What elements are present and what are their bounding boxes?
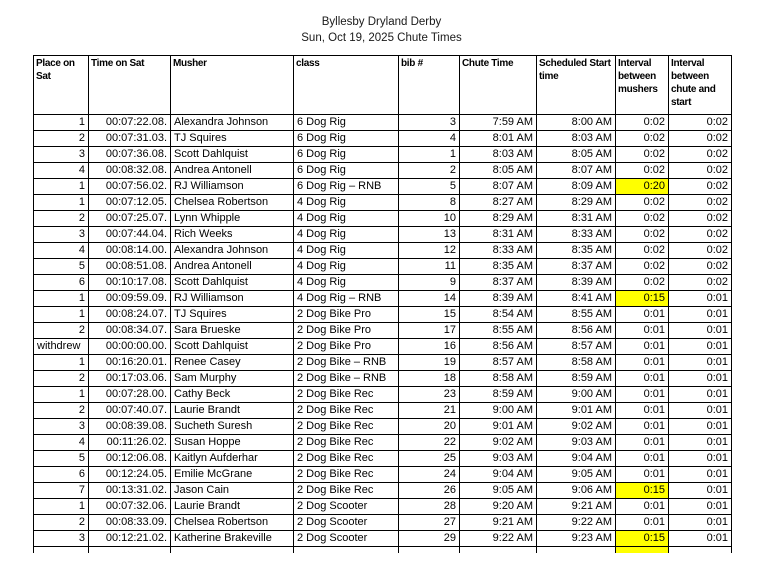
cell-interval-chute-start: 0:01: [669, 291, 732, 307]
cell-interval-mushers: 0:01: [616, 435, 669, 451]
cell-interval-mushers: 0:01: [616, 371, 669, 387]
cell-interval-chute-start: 0:02: [669, 259, 732, 275]
table-row: [34, 259, 732, 275]
cell-bib: 2: [399, 163, 460, 179]
cell-chute-time: 8:57 AM: [460, 355, 537, 371]
cell-bib: 27: [399, 515, 460, 531]
cell-bib: 26: [399, 483, 460, 499]
cell-musher: Jason Cain: [171, 483, 294, 499]
cell-place: 2: [34, 371, 89, 387]
doc-subtitle: Sun, Oct 19, 2025 Chute Times: [301, 32, 462, 44]
cell-musher: Chelsea Robertson: [171, 195, 294, 211]
cell-empty: [294, 547, 399, 554]
cell-interval-chute-start: 0:02: [669, 211, 732, 227]
cell-class: 4 Dog Rig – RNB: [294, 291, 399, 307]
table-row: [34, 275, 732, 291]
cell-chute-time: 9:05 AM: [460, 483, 537, 499]
cell-scheduled-start: 8:37 AM: [537, 259, 616, 275]
cell-interval-mushers: 0:20: [616, 179, 669, 195]
table-row: [34, 419, 732, 435]
cell-scheduled-start: 8:05 AM: [537, 147, 616, 163]
cell-chute-time: 8:31 AM: [460, 227, 537, 243]
doc-title: Byllesby Dryland Derby: [321, 16, 442, 28]
cell-time-on-sat: 00:07:25.07.: [89, 211, 171, 227]
cell-interval-mushers: 0:01: [616, 467, 669, 483]
cell-musher: TJ Squires: [171, 307, 294, 323]
cell-musher: Laurie Brandt: [171, 403, 294, 419]
cell-scheduled-start: 8:33 AM: [537, 227, 616, 243]
cell-scheduled-start: 8:55 AM: [537, 307, 616, 323]
cell-musher: Kaitlyn Aufderhar: [171, 451, 294, 467]
cell-scheduled-start: 8:03 AM: [537, 131, 616, 147]
cell-musher: Laurie Brandt: [171, 499, 294, 515]
cell-time-on-sat: 00:16:20.01.: [89, 355, 171, 371]
cell-place: 4: [34, 243, 89, 259]
cell-interval-mushers: 0:01: [616, 499, 669, 515]
cell-class: 2 Dog Scooter: [294, 531, 399, 547]
cell-class: 2 Dog Bike Rec: [294, 387, 399, 403]
cell-time-on-sat: 00:12:24.05.: [89, 467, 171, 483]
cell-class: 6 Dog Rig: [294, 163, 399, 179]
cell-time-on-sat: 00:07:22.08.: [89, 115, 171, 131]
cell-scheduled-start: 9:00 AM: [537, 387, 616, 403]
cell-musher: RJ Williamson: [171, 291, 294, 307]
cell-place: 3: [34, 147, 89, 163]
cell-place: 1: [34, 115, 89, 131]
cell-musher: Sam Murphy: [171, 371, 294, 387]
cell-time-on-sat: 00:08:33.09.: [89, 515, 171, 531]
cell-interval-chute-start: 0:01: [669, 451, 732, 467]
col-header-chute-time: Chute Time: [460, 56, 537, 115]
cell-class: 6 Dog Rig: [294, 147, 399, 163]
cell-bib: 14: [399, 291, 460, 307]
cell-chute-time: 8:33 AM: [460, 243, 537, 259]
cell-class: 2 Dog Bike Pro: [294, 339, 399, 355]
cell-class: 2 Dog Bike Pro: [294, 307, 399, 323]
cell-time-on-sat: 00:08:34.07.: [89, 323, 171, 339]
cell-chute-time: 9:00 AM: [460, 403, 537, 419]
cell-empty: [537, 547, 616, 554]
table-row: [34, 291, 732, 307]
cell-time-on-sat: 00:07:12.05.: [89, 195, 171, 211]
table-row: [34, 531, 732, 547]
cell-interval-mushers: 0:02: [616, 115, 669, 131]
cell-bib: 15: [399, 307, 460, 323]
cell-time-on-sat: 00:12:21.02.: [89, 531, 171, 547]
table-row: [34, 131, 732, 147]
table-row: [34, 147, 732, 163]
cell-interval-mushers: 0:02: [616, 227, 669, 243]
cell-bib: 20: [399, 419, 460, 435]
cell-time-on-sat: 00:07:32.06.: [89, 499, 171, 515]
cell-chute-time: 9:01 AM: [460, 419, 537, 435]
cell-chute-time: 9:21 AM: [460, 515, 537, 531]
cell-scheduled-start: 9:21 AM: [537, 499, 616, 515]
document-header: [0, 0, 763, 46]
table-row: [34, 371, 732, 387]
cell-interval-mushers: 0:01: [616, 451, 669, 467]
cell-class: 2 Dog Bike – RNB: [294, 355, 399, 371]
cell-bib: 10: [399, 211, 460, 227]
table-row: [34, 243, 732, 259]
col-header-bib: bib #: [399, 56, 460, 115]
cell-bib: 25: [399, 451, 460, 467]
cell-bib: 13: [399, 227, 460, 243]
cell-time-on-sat: 00:08:24.07.: [89, 307, 171, 323]
table-row: [34, 403, 732, 419]
cell-place: 3: [34, 227, 89, 243]
cell-musher: Emilie McGrane: [171, 467, 294, 483]
table-row: [34, 323, 732, 339]
cell-interval-chute-start: 0:01: [669, 467, 732, 483]
cell-empty: [399, 547, 460, 554]
cell-class: 4 Dog Rig: [294, 227, 399, 243]
cell-place: 1: [34, 195, 89, 211]
cell-interval-mushers: 0:02: [616, 195, 669, 211]
cell-musher: Alexandra Johnson: [171, 115, 294, 131]
cell-bib: 17: [399, 323, 460, 339]
cell-class: 2 Dog Bike Rec: [294, 419, 399, 435]
cell-musher: Sucheth Suresh: [171, 419, 294, 435]
cell-class: 4 Dog Rig: [294, 243, 399, 259]
cell-time-on-sat: 00:00:00.00.: [89, 339, 171, 355]
cell-interval-chute-start: 0:01: [669, 531, 732, 547]
cell-interval-chute-start: 0:02: [669, 195, 732, 211]
col-header-musher: Musher: [171, 56, 294, 115]
cell-time-on-sat: 00:10:17.08.: [89, 275, 171, 291]
cell-class: 2 Dog Bike Rec: [294, 403, 399, 419]
cell-time-on-sat: 00:08:39.08.: [89, 419, 171, 435]
cell-chute-time: 8:56 AM: [460, 339, 537, 355]
table-row: [34, 435, 732, 451]
cell-bib: 12: [399, 243, 460, 259]
cell-class: 4 Dog Rig: [294, 211, 399, 227]
cell-chute-time: 8:01 AM: [460, 131, 537, 147]
cell-empty: [669, 547, 732, 554]
cell-interval-mushers: 0:02: [616, 259, 669, 275]
cell-musher: Andrea Antonell: [171, 163, 294, 179]
cell-place: 1: [34, 291, 89, 307]
cell-bib: 4: [399, 131, 460, 147]
cell-interval-mushers: 0:15: [616, 531, 669, 547]
cell-chute-time: 8:54 AM: [460, 307, 537, 323]
cell-interval-chute-start: 0:02: [669, 227, 732, 243]
col-header-scheduled-start: Scheduled Start time: [537, 56, 616, 115]
cell-empty: [34, 547, 89, 554]
cell-interval-mushers: 0:01: [616, 419, 669, 435]
col-header-class: class: [294, 56, 399, 115]
cell-class: 2 Dog Scooter: [294, 499, 399, 515]
cell-time-on-sat: 00:13:31.02.: [89, 483, 171, 499]
cell-time-on-sat: 00:07:44.04.: [89, 227, 171, 243]
cell-class: 6 Dog Rig – RNB: [294, 179, 399, 195]
cell-place: 4: [34, 163, 89, 179]
cell-bib: 5: [399, 179, 460, 195]
cell-place: 6: [34, 275, 89, 291]
cell-place: 2: [34, 515, 89, 531]
table-row: [34, 227, 732, 243]
table-row: [34, 307, 732, 323]
table-row: [34, 499, 732, 515]
table-row: [34, 339, 732, 355]
cell-scheduled-start: 8:59 AM: [537, 371, 616, 387]
cell-scheduled-start: 9:01 AM: [537, 403, 616, 419]
cell-scheduled-start: 8:35 AM: [537, 243, 616, 259]
cell-class: 2 Dog Scooter: [294, 515, 399, 531]
header-row: [34, 56, 732, 115]
cell-place: 1: [34, 307, 89, 323]
cell-place: 1: [34, 179, 89, 195]
cell-bib: 9: [399, 275, 460, 291]
cell-bib: 28: [399, 499, 460, 515]
cell-interval-mushers: 0:01: [616, 339, 669, 355]
cell-empty: [460, 547, 537, 554]
cell-time-on-sat: 00:08:14.00.: [89, 243, 171, 259]
cell-interval-mushers: 0:02: [616, 163, 669, 179]
cell-interval-chute-start: 0:01: [669, 339, 732, 355]
cell-interval-mushers: 0:02: [616, 243, 669, 259]
cell-interval-mushers: 0:15: [616, 483, 669, 499]
cell-chute-time: 9:03 AM: [460, 451, 537, 467]
cell-time-on-sat: 00:07:36.08.: [89, 147, 171, 163]
cell-interval-chute-start: 0:02: [669, 131, 732, 147]
cell-musher: Lynn Whipple: [171, 211, 294, 227]
cell-musher: TJ Squires: [171, 131, 294, 147]
cell-class: 2 Dog Bike Rec: [294, 483, 399, 499]
cell-empty: [616, 547, 669, 554]
table-row: [34, 467, 732, 483]
cell-musher: Scott Dahlquist: [171, 275, 294, 291]
cell-chute-time: 8:55 AM: [460, 323, 537, 339]
cell-bib: 16: [399, 339, 460, 355]
col-header-interval-chute-start: Interval between chute and start: [669, 56, 732, 115]
cell-scheduled-start: 8:56 AM: [537, 323, 616, 339]
cell-chute-time: 8:37 AM: [460, 275, 537, 291]
cell-chute-time: 8:39 AM: [460, 291, 537, 307]
cell-class: 2 Dog Bike Rec: [294, 435, 399, 451]
cell-class: 4 Dog Rig: [294, 195, 399, 211]
cell-chute-time: 8:35 AM: [460, 259, 537, 275]
cell-place: 2: [34, 131, 89, 147]
cell-bib: 29: [399, 531, 460, 547]
cell-class: 4 Dog Rig: [294, 259, 399, 275]
cell-scheduled-start: 9:03 AM: [537, 435, 616, 451]
cell-chute-time: 9:04 AM: [460, 467, 537, 483]
table-row: [34, 355, 732, 371]
cell-place: withdrew: [34, 339, 89, 355]
cell-interval-mushers: 0:01: [616, 403, 669, 419]
cell-scheduled-start: 9:02 AM: [537, 419, 616, 435]
cell-place: 5: [34, 451, 89, 467]
cell-musher: Katherine Brakeville: [171, 531, 294, 547]
cell-interval-chute-start: 0:02: [669, 147, 732, 163]
cell-scheduled-start: 8:41 AM: [537, 291, 616, 307]
cell-musher: RJ Williamson: [171, 179, 294, 195]
cell-musher: Scott Dahlquist: [171, 147, 294, 163]
cell-interval-mushers: 0:15: [616, 291, 669, 307]
cell-chute-time: 9:20 AM: [460, 499, 537, 515]
cell-bib: 22: [399, 435, 460, 451]
cell-musher: Alexandra Johnson: [171, 243, 294, 259]
cell-chute-time: 8:05 AM: [460, 163, 537, 179]
table-body: [34, 115, 732, 554]
cell-bib: 21: [399, 403, 460, 419]
cell-interval-chute-start: 0:01: [669, 323, 732, 339]
cell-interval-mushers: 0:01: [616, 355, 669, 371]
cell-interval-chute-start: 0:02: [669, 115, 732, 131]
table-row: [34, 451, 732, 467]
cell-scheduled-start: 9:05 AM: [537, 467, 616, 483]
cell-place: 1: [34, 499, 89, 515]
table-row: [34, 115, 732, 131]
col-header-interval-mushers: Interval between mushers: [616, 56, 669, 115]
cell-scheduled-start: 8:39 AM: [537, 275, 616, 291]
cell-time-on-sat: 00:17:03.06.: [89, 371, 171, 387]
table-row: [34, 483, 732, 499]
cell-class: 2 Dog Bike Rec: [294, 451, 399, 467]
cell-interval-mushers: 0:02: [616, 211, 669, 227]
cell-class: 2 Dog Bike Pro: [294, 323, 399, 339]
cell-place: 6: [34, 467, 89, 483]
cell-musher: Susan Hoppe: [171, 435, 294, 451]
cell-musher: Chelsea Robertson: [171, 515, 294, 531]
cell-time-on-sat: 00:07:56.02.: [89, 179, 171, 195]
table-row: [34, 195, 732, 211]
cell-chute-time: 9:22 AM: [460, 531, 537, 547]
cell-time-on-sat: 00:11:26.02.: [89, 435, 171, 451]
cell-bib: 19: [399, 355, 460, 371]
cell-bib: 23: [399, 387, 460, 403]
cell-time-on-sat: 00:07:40.07.: [89, 403, 171, 419]
partial-row: [34, 547, 732, 554]
cell-interval-chute-start: 0:01: [669, 483, 732, 499]
cell-interval-chute-start: 0:02: [669, 179, 732, 195]
cell-scheduled-start: 8:31 AM: [537, 211, 616, 227]
cell-place: 2: [34, 211, 89, 227]
cell-musher: Andrea Antonell: [171, 259, 294, 275]
cell-scheduled-start: 9:23 AM: [537, 531, 616, 547]
cell-place: 5: [34, 259, 89, 275]
cell-bib: 8: [399, 195, 460, 211]
cell-interval-chute-start: 0:02: [669, 163, 732, 179]
cell-scheduled-start: 9:06 AM: [537, 483, 616, 499]
table-row: [34, 211, 732, 227]
cell-class: 6 Dog Rig: [294, 131, 399, 147]
cell-interval-chute-start: 0:01: [669, 419, 732, 435]
cell-interval-mushers: 0:02: [616, 131, 669, 147]
cell-interval-mushers: 0:02: [616, 275, 669, 291]
cell-class: 6 Dog Rig: [294, 115, 399, 131]
cell-place: 2: [34, 323, 89, 339]
cell-class: 2 Dog Bike Rec: [294, 467, 399, 483]
cell-empty: [89, 547, 171, 554]
cell-chute-time: 8:03 AM: [460, 147, 537, 163]
cell-time-on-sat: 00:12:06.08.: [89, 451, 171, 467]
cell-scheduled-start: 9:04 AM: [537, 451, 616, 467]
cell-place: 7: [34, 483, 89, 499]
cell-bib: 1: [399, 147, 460, 163]
cell-interval-chute-start: 0:01: [669, 499, 732, 515]
cell-chute-time: 8:29 AM: [460, 211, 537, 227]
cell-bib: 18: [399, 371, 460, 387]
cell-scheduled-start: 8:09 AM: [537, 179, 616, 195]
cell-interval-chute-start: 0:02: [669, 243, 732, 259]
chute-times-table: [33, 55, 732, 553]
cell-place: 3: [34, 419, 89, 435]
cell-interval-mushers: 0:01: [616, 323, 669, 339]
cell-time-on-sat: 00:08:32.08.: [89, 163, 171, 179]
cell-scheduled-start: 8:00 AM: [537, 115, 616, 131]
cell-interval-chute-start: 0:01: [669, 307, 732, 323]
cell-class: 2 Dog Bike – RNB: [294, 371, 399, 387]
cell-interval-chute-start: 0:01: [669, 403, 732, 419]
cell-time-on-sat: 00:08:51.08.: [89, 259, 171, 275]
cell-interval-mushers: 0:02: [616, 147, 669, 163]
cell-time-on-sat: 00:07:28.00.: [89, 387, 171, 403]
cell-place: 1: [34, 387, 89, 403]
cell-bib: 11: [399, 259, 460, 275]
col-header-time-on-sat: Time on Sat: [89, 56, 171, 115]
cell-place: 2: [34, 403, 89, 419]
table-row: [34, 387, 732, 403]
col-header-place-on-sat: Place on Sat: [34, 56, 89, 115]
cell-time-on-sat: 00:07:31.03.: [89, 131, 171, 147]
cell-interval-mushers: 0:01: [616, 515, 669, 531]
cell-interval-chute-start: 0:01: [669, 371, 732, 387]
cell-interval-chute-start: 0:01: [669, 387, 732, 403]
cell-interval-chute-start: 0:01: [669, 515, 732, 531]
cell-empty: [171, 547, 294, 554]
cell-interval-chute-start: 0:01: [669, 435, 732, 451]
cell-chute-time: 9:02 AM: [460, 435, 537, 451]
cell-interval-chute-start: 0:01: [669, 355, 732, 371]
cell-place: 1: [34, 355, 89, 371]
table-row: [34, 179, 732, 195]
cell-musher: Sara Brueske: [171, 323, 294, 339]
cell-musher: Renee Casey: [171, 355, 294, 371]
cell-scheduled-start: 9:22 AM: [537, 515, 616, 531]
cell-interval-mushers: 0:01: [616, 307, 669, 323]
cell-class: 4 Dog Rig: [294, 275, 399, 291]
cell-scheduled-start: 8:57 AM: [537, 339, 616, 355]
cell-musher: Rich Weeks: [171, 227, 294, 243]
cell-musher: Cathy Beck: [171, 387, 294, 403]
cell-musher: Scott Dahlquist: [171, 339, 294, 355]
cell-chute-time: 8:58 AM: [460, 371, 537, 387]
cell-time-on-sat: 00:09:59.09.: [89, 291, 171, 307]
cell-chute-time: 8:59 AM: [460, 387, 537, 403]
cell-interval-chute-start: 0:02: [669, 275, 732, 291]
cell-scheduled-start: 8:29 AM: [537, 195, 616, 211]
cell-bib: 24: [399, 467, 460, 483]
table-row: [34, 163, 732, 179]
cell-chute-time: 7:59 AM: [460, 115, 537, 131]
cell-place: 4: [34, 435, 89, 451]
cell-scheduled-start: 8:07 AM: [537, 163, 616, 179]
cell-chute-time: 8:27 AM: [460, 195, 537, 211]
cell-scheduled-start: 8:58 AM: [537, 355, 616, 371]
cell-chute-time: 8:07 AM: [460, 179, 537, 195]
cell-bib: 3: [399, 115, 460, 131]
cell-place: 3: [34, 531, 89, 547]
cell-interval-mushers: 0:01: [616, 387, 669, 403]
table-row: [34, 515, 732, 531]
